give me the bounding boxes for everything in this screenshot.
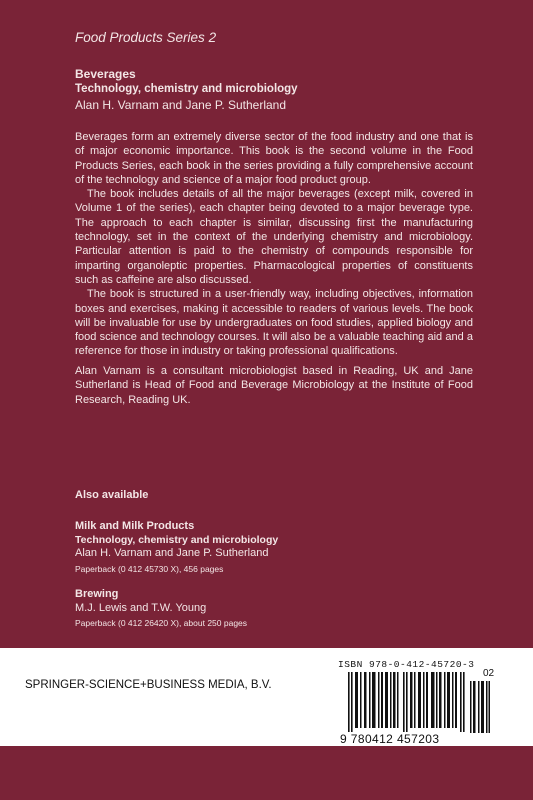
description-paragraph: The book includes details of all the major beverages (except milk, covered in Volume 1 of the series), each chapter being devoted to a major beverage type. The approach to each chapter is similar, discussing first the manufacturing technology, set in the context of the underlying chemistry and microbiology. Particular attention is paid to the chemistry of compounds responsible for imparting organoleptic properties. Pharmacological properties of constituents such as caffeine are also discussed. bbox=[75, 188, 473, 286]
description-paragraph: Beverages form an extremely diverse sector of the food industry and one that is of major economic importance. This book is the second volume in the Food Products Series, each book in the series providing a fully comprehensive account of the technology and science of a major food product group. bbox=[75, 131, 473, 186]
description-paragraph: The book is structured in a user-friendly way, including objectives, information boxes and exercises, making it accessible to readers of various levels. The book will be invaluable for use by undergraduates on food studies, applied biology and food science and technology courses. It will also be a valuable teaching aid and a reference for those in industry or taking professional qualifications. bbox=[75, 288, 473, 358]
publisher-name: SPRINGER-SCIENCE+BUSINESS MEDIA, B.V. bbox=[25, 679, 272, 691]
related-book bbox=[75, 588, 247, 631]
addon-barcode-icon bbox=[470, 681, 490, 733]
also-available-heading: Also available bbox=[75, 489, 149, 501]
book-authors: Alan H. Varnam and Jane P. Sutherland bbox=[75, 98, 287, 112]
barcode-digits: 9 780412 457203 bbox=[340, 732, 440, 746]
related-book-title: Milk and Milk Products bbox=[75, 520, 195, 532]
related-book-pub: Paperback (0 412 45730 X), 456 pages bbox=[75, 563, 224, 574]
addon-code: 02 bbox=[483, 668, 495, 679]
barcode-band bbox=[0, 648, 533, 746]
isbn-text: ISBN 978-0-412-45720-3 bbox=[338, 659, 475, 670]
book-subtitle: Technology, chemistry and microbiology bbox=[75, 83, 298, 95]
related-book-authors: Alan H. Varnam and Jane P. Sutherland bbox=[75, 547, 269, 559]
book-description bbox=[75, 130, 473, 359]
related-book-authors: M.J. Lewis and T.W. Young bbox=[75, 601, 207, 614]
related-book-title: Brewing bbox=[75, 588, 119, 600]
related-book-subtitle: Technology, chemistry and microbiology bbox=[75, 533, 279, 546]
series-title: Food Products Series 2 bbox=[75, 30, 217, 45]
related-book-pub: Paperback (0 412 26420 X), about 250 pages bbox=[75, 618, 248, 628]
barcode-icon bbox=[348, 672, 466, 732]
book-title: Beverages bbox=[75, 67, 136, 81]
author-bio: Alan Varnam is a consultant microbiologist based in Reading, UK and Jane Sutherland is Head of Food and Beverage Microbiology at the Institute of Food Research, Reading UK. bbox=[75, 365, 473, 406]
related-book bbox=[75, 520, 278, 576]
